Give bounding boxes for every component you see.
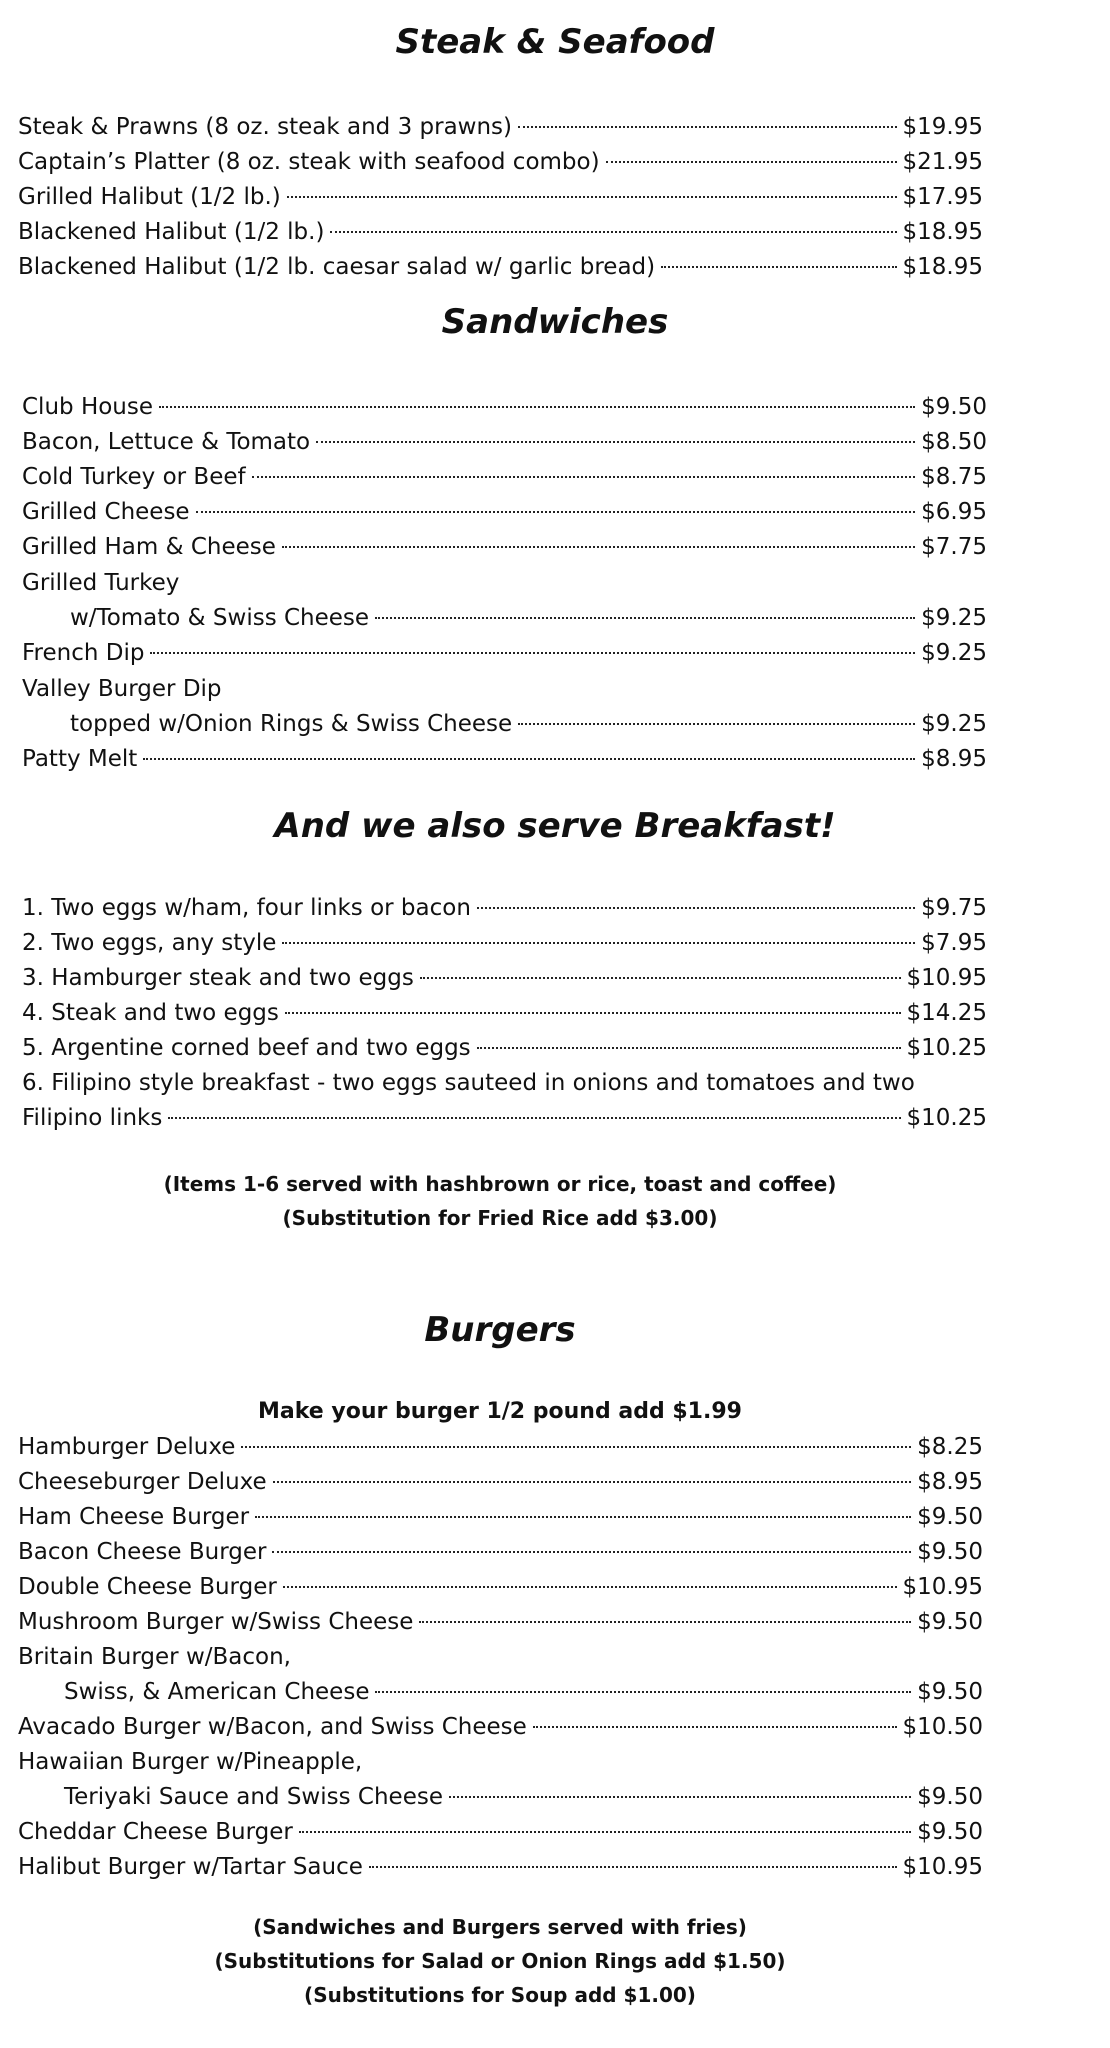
item-price: $9.50 <box>921 394 987 420</box>
item-name: 1. Two eggs w/ham, four links or bacon <box>22 895 471 921</box>
item-price: $10.50 <box>902 1714 983 1740</box>
menu-item <box>18 1535 983 1569</box>
dot-leader <box>375 1691 911 1693</box>
section-title-burgers: Burgers <box>424 1310 576 1350</box>
menu-item <box>18 1605 983 1639</box>
item-price: $7.75 <box>921 534 987 560</box>
item-price: $10.95 <box>906 965 987 991</box>
item-price: $10.95 <box>902 1854 983 1880</box>
item-price: $10.95 <box>902 1574 983 1600</box>
dot-leader <box>287 196 897 198</box>
menu-item <box>22 1031 987 1065</box>
dot-leader <box>168 1117 900 1119</box>
dot-leader <box>316 441 915 443</box>
burgers-subtitle: Make your burger 1/2 pound add $1.99 <box>258 1399 742 1424</box>
menu-item <box>22 530 987 564</box>
item-name: Blackened Halibut (1/2 lb.) <box>18 219 325 245</box>
item-price: $9.25 <box>921 605 987 631</box>
dot-leader <box>330 231 896 233</box>
dot-leader <box>661 266 896 268</box>
dot-leader <box>282 942 915 944</box>
item-name: Avacado Burger w/Bacon, and Swiss Cheese <box>18 1714 527 1740</box>
dot-leader <box>369 1866 897 1868</box>
menu-item <box>70 601 987 635</box>
dot-leader <box>420 977 901 979</box>
menu-item-line <box>22 672 987 706</box>
item-price: $9.50 <box>917 1504 983 1530</box>
menu-item <box>22 1101 987 1135</box>
item-price: $21.95 <box>902 149 983 175</box>
burgers-note: (Sandwiches and Burgers served with fries) <box>253 1915 747 1939</box>
menu-item <box>18 1850 983 1884</box>
menu-item <box>18 110 983 144</box>
item-name: Bacon, Lettuce & Tomato <box>22 429 311 455</box>
menu-item <box>22 425 987 459</box>
dot-leader <box>533 1726 897 1728</box>
item-name: 3. Hamburger steak and two eggs <box>22 965 414 991</box>
item-name: Bacon Cheese Burger <box>18 1539 267 1565</box>
item-price: $9.50 <box>917 1679 983 1705</box>
burgers-note: (Substitutions for Salad or Onion Rings add $1.50) <box>214 1949 786 1973</box>
item-price: $10.25 <box>906 1105 987 1131</box>
item-price: $8.50 <box>921 429 987 455</box>
item-name: Blackened Halibut (1/2 lb. caesar salad w/ garlic bread) <box>18 254 656 280</box>
item-name: Cold Turkey or Beef <box>22 464 246 490</box>
menu-item <box>18 1465 983 1499</box>
item-name: 4. Steak and two eggs <box>22 1000 279 1026</box>
dot-leader <box>150 652 915 654</box>
item-name: Halibut Burger w/Tartar Sauce <box>18 1854 363 1880</box>
item-name: Grilled Cheese <box>22 499 190 525</box>
item-name: w/Tomato & Swiss Cheese <box>70 605 370 631</box>
item-price: $8.25 <box>917 1434 983 1460</box>
item-name: Steak & Prawns (8 oz. steak and 3 prawns) <box>18 114 513 140</box>
menu-item-line <box>18 1745 983 1779</box>
dot-leader <box>518 723 915 725</box>
menu-item <box>18 1815 983 1849</box>
menu-item <box>18 180 983 214</box>
item-price: $8.75 <box>921 464 987 490</box>
menu-item <box>22 926 987 960</box>
item-price: $18.95 <box>902 219 983 245</box>
dot-leader <box>285 1012 901 1014</box>
menu-item <box>18 1570 983 1604</box>
item-price: $8.95 <box>917 1469 983 1495</box>
menu-item <box>18 250 983 284</box>
menu-item-line <box>18 1640 983 1674</box>
item-name: Hawaiian Burger w/Pineapple, <box>18 1749 363 1775</box>
menu-item <box>64 1780 983 1814</box>
item-name: Ham Cheese Burger <box>18 1504 250 1530</box>
item-price: $7.95 <box>921 930 987 956</box>
dot-leader <box>241 1446 911 1448</box>
menu-item <box>22 390 987 424</box>
breakfast-note: (Items 1-6 served with hashbrown or rice, toast and coffee) <box>163 1172 837 1196</box>
item-name: Valley Burger Dip <box>22 676 222 702</box>
item-name: 5. Argentine corned beef and two eggs <box>22 1035 471 1061</box>
menu-item <box>22 495 987 529</box>
menu-item <box>18 1710 983 1744</box>
item-price: $19.95 <box>902 114 983 140</box>
breakfast-note: (Substitution for Fried Rice add $3.00) <box>282 1206 718 1230</box>
menu-item <box>18 215 983 249</box>
item-name: Grilled Ham & Cheese <box>22 534 276 560</box>
dot-leader <box>252 476 916 478</box>
item-price: $9.50 <box>917 1539 983 1565</box>
item-name: Club House <box>22 394 154 420</box>
item-name: topped w/Onion Rings & Swiss Cheese <box>70 711 513 737</box>
item-price: $9.25 <box>921 711 987 737</box>
item-price: $9.75 <box>921 895 987 921</box>
dot-leader <box>477 1047 901 1049</box>
dot-leader <box>518 126 896 128</box>
menu-item <box>22 996 987 1030</box>
dot-leader <box>255 1516 911 1518</box>
item-price: $9.50 <box>917 1784 983 1810</box>
menu-item <box>22 636 987 670</box>
item-name: 6. Filipino style breakfast - two eggs sauteed in onions and tomatoes and two <box>22 1070 915 1096</box>
item-name: Teriyaki Sauce and Swiss Cheese <box>64 1784 443 1810</box>
menu-item-line <box>22 566 987 600</box>
item-name: Cheeseburger Deluxe <box>18 1469 267 1495</box>
menu-item <box>22 742 987 776</box>
dot-leader <box>273 1481 911 1483</box>
dot-leader <box>419 1621 911 1623</box>
item-price: $8.95 <box>921 746 987 772</box>
item-name: French Dip <box>22 640 145 666</box>
item-name: 2. Two eggs, any style <box>22 930 277 956</box>
item-price: $9.25 <box>921 640 987 666</box>
dot-leader <box>375 617 915 619</box>
dot-leader <box>143 758 915 760</box>
item-price: $18.95 <box>902 254 983 280</box>
dot-leader <box>606 161 897 163</box>
item-name: Britain Burger w/Bacon, <box>18 1644 291 1670</box>
item-name: Mushroom Burger w/Swiss Cheese <box>18 1609 414 1635</box>
item-price: $9.50 <box>917 1819 983 1845</box>
item-price: $10.25 <box>906 1035 987 1061</box>
dot-leader <box>477 907 915 909</box>
menu-item <box>18 145 983 179</box>
section-title-sandwiches: Sandwiches <box>441 302 669 342</box>
item-name: Cheddar Cheese Burger <box>18 1819 293 1845</box>
dot-leader <box>282 546 915 548</box>
burgers-note: (Substitutions for Soup add $1.00) <box>304 1983 696 2007</box>
item-name: Filipino links <box>22 1105 163 1131</box>
dot-leader <box>272 1551 911 1553</box>
section-title-breakfast: And we also serve Breakfast! <box>274 806 836 846</box>
item-name: Swiss, & American Cheese <box>64 1679 370 1705</box>
menu-item <box>22 460 987 494</box>
menu-item <box>22 891 987 925</box>
menu-item <box>64 1675 983 1709</box>
menu-item <box>22 961 987 995</box>
item-price: $6.95 <box>921 499 987 525</box>
item-name: Captain’s Platter (8 oz. steak with seafood combo) <box>18 149 600 175</box>
dot-leader <box>283 1586 897 1588</box>
menu-item <box>18 1500 983 1534</box>
item-name: Hamburger Deluxe <box>18 1434 236 1460</box>
menu-item <box>70 707 987 741</box>
menu-item <box>18 1430 983 1464</box>
dot-leader <box>196 511 916 513</box>
item-name: Double Cheese Burger <box>18 1574 277 1600</box>
menu-item-line <box>22 1066 1022 1100</box>
dot-leader <box>299 1831 911 1833</box>
item-price: $9.50 <box>917 1609 983 1635</box>
item-price: $17.95 <box>902 184 983 210</box>
item-name: Patty Melt <box>22 746 138 772</box>
dot-leader <box>159 406 915 408</box>
item-price: $14.25 <box>906 1000 987 1026</box>
section-title-steak-seafood: Steak & Seafood <box>395 22 715 62</box>
item-name: Grilled Halibut (1/2 lb.) <box>18 184 281 210</box>
dot-leader <box>449 1796 911 1798</box>
item-name: Grilled Turkey <box>22 570 180 596</box>
